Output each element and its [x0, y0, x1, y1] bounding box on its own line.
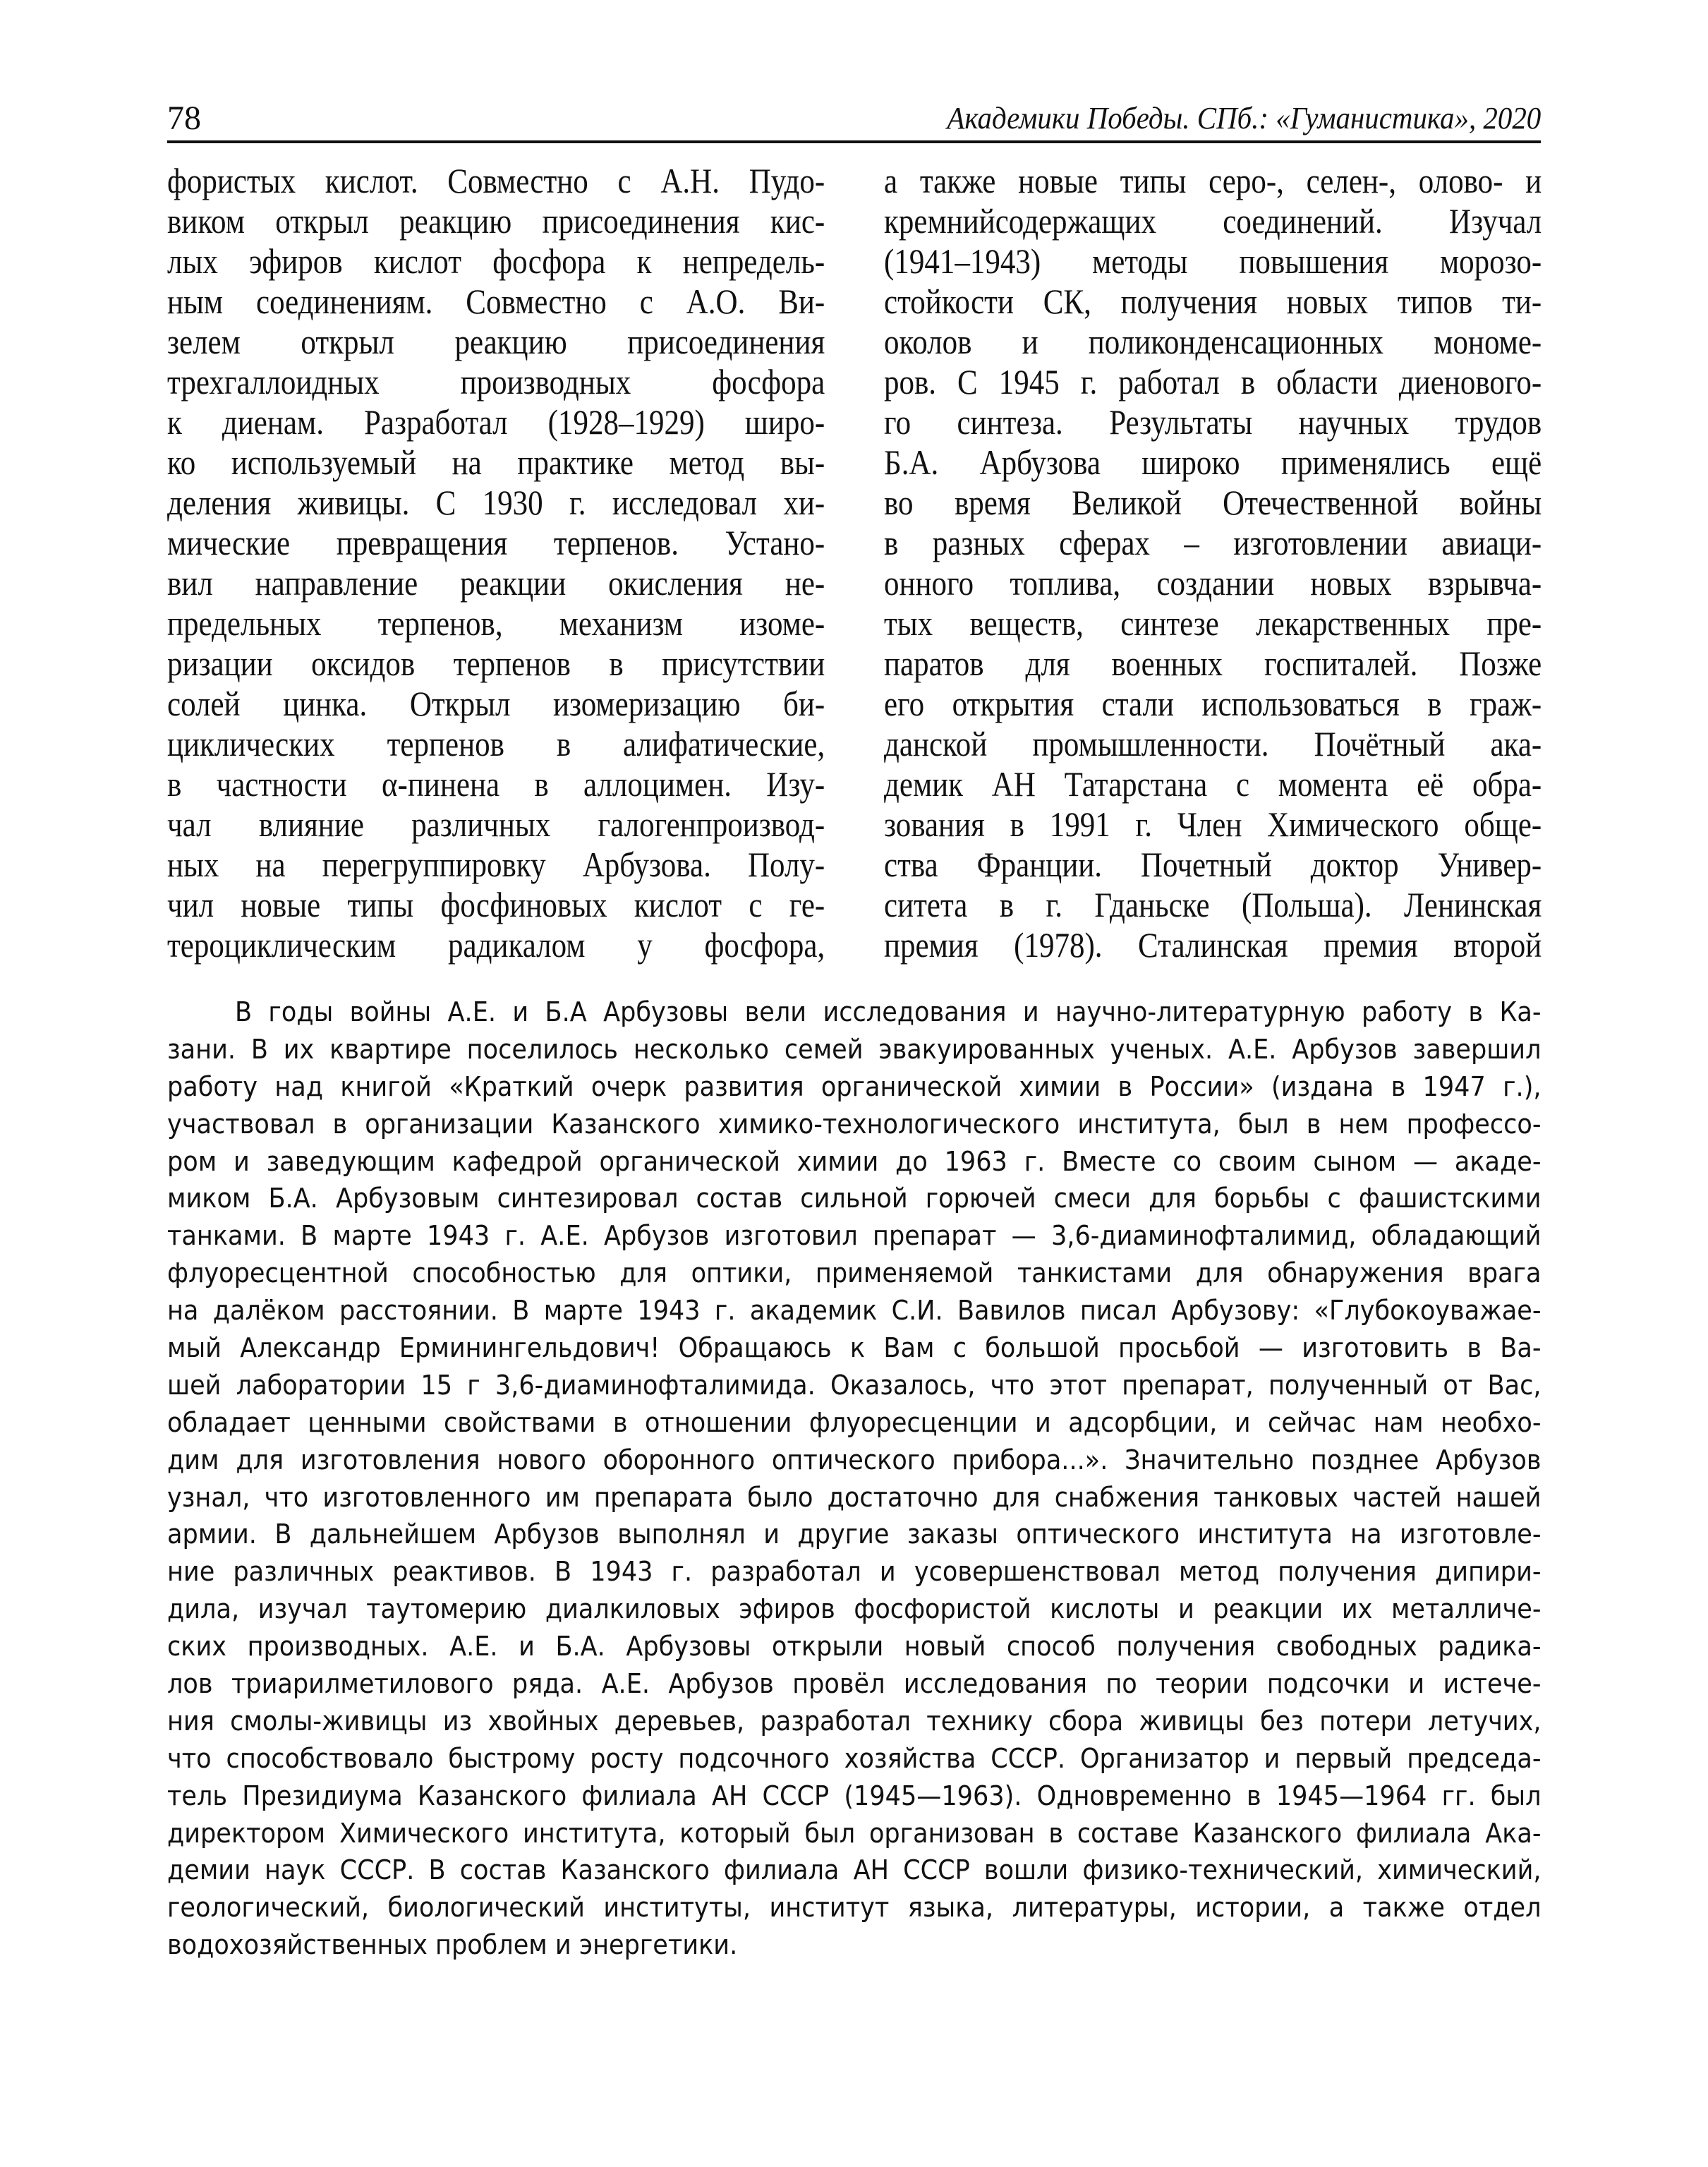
two-column-body [167, 161, 1542, 965]
text-line: зани. В их квартире поселилось несколько семей эвакуированных ученых. А.Е. Арбузов завершил [167, 1033, 1542, 1065]
text-line: в разных сферах – изготовлении авиаци- [884, 523, 1542, 562]
text-line: кремнийсодержащих соединений. Изучал [884, 201, 1542, 241]
text-line: флуоресцентной способностью для оптики, применяемой танкистами для обнаружения врага [167, 1257, 1542, 1289]
text-line: обладает ценными свойствами в отношении флуоресценции и адсорбции, и сейчас нам необхо- [167, 1406, 1542, 1438]
text-line: мый Александр Ерминингельдович! Обращаюсь к Вам с большой просьбой — изготовить в Ва- [167, 1332, 1542, 1364]
text-line: трехгаллоидных производных фосфора [167, 362, 825, 402]
header-rule [167, 140, 1541, 143]
text-line: тероциклическим радикалом у фосфора, [167, 925, 825, 965]
text-line: лых эфиров кислот фосфора к непредель- [167, 241, 825, 281]
text-line: демик АН Татарстана с момента её обра- [884, 764, 1542, 804]
text-line: ства Франции. Почетный доктор Универ- [884, 845, 1542, 884]
text-line: работу над книгой «Краткий очерк развития органической химии в России» (издана в 1947 г.), [167, 1070, 1542, 1102]
page-number: 78 [167, 99, 201, 137]
text-line: демии наук СССР. В состав Казанского филиала АН СССР вошли физико-технический, химический, [167, 1854, 1542, 1886]
text-line: к диенам. Разработал (1928–1929) широ- [167, 402, 825, 442]
text-line: ситета в г. Гданьске (Польша). Ленинская [884, 885, 1542, 924]
text-line: фористых кислот. Совместно с А.Н. Пудо- [167, 161, 825, 200]
text-line: солей цинка. Открыл изомеризацию би- [167, 684, 825, 723]
text-line: околов и поликонденсационных мономе- [884, 322, 1542, 361]
text-line: (1941–1943) методы повышения морозо- [884, 241, 1542, 281]
text-line: директором Химического института, который был организован в составе Казанского филиала Ака- [167, 1817, 1542, 1849]
text-line: ров. С 1945 г. работал в области диенового- [884, 362, 1542, 402]
text-line: тых веществ, синтезе лекарственных пре- [884, 603, 1542, 643]
text-line: деления живицы. С 1930 г. исследовал хи- [167, 483, 825, 522]
text-line: а также новые типы серо-, селен-, олово- и [884, 161, 1542, 200]
inset-paragraph [167, 994, 1541, 1964]
text-line: тель Президиума Казанского филиала АН СССР (1945—1963). Одновременно в 1945—1964 гг. был [167, 1780, 1542, 1811]
text-line: ром и заведующим кафедрой органической химии до 1963 г. Вместе со своим сыном — акаде- [167, 1145, 1542, 1177]
text-line: дим для изготовления нового оборонного оптического прибора...». Значительно позднее Арбузов [167, 1444, 1542, 1475]
text-line: во время Великой Отечественной войны [884, 483, 1542, 522]
text-line: узнал, что изготовленного им препарата было достаточно для снабжения танковых частей нашей [167, 1481, 1542, 1513]
running-head [167, 97, 1541, 140]
text-line: его открытия стали использоваться в граж- [884, 684, 1542, 723]
text-line: ных на перегруппировку Арбузова. Полу- [167, 845, 825, 884]
text-line: онного топлива, создании новых взрывча- [884, 563, 1542, 603]
text-line: мические превращения терпенов. Устано- [167, 523, 825, 562]
right-column [884, 161, 1542, 965]
text-line: ризации оксидов терпенов в присутствии [167, 644, 825, 683]
text-line: водохозяйственных проблем и энергетики. [167, 1929, 738, 1961]
text-line: геологический, биологический институты, институт языка, литературы, истории, а также отдел [167, 1892, 1542, 1924]
text-line: в частности α-пинена в аллоцимен. Изу- [167, 764, 825, 804]
text-line: участвовал в организации Казанского химико-технологического института, был в нем профессо- [167, 1108, 1542, 1140]
text-line: лов триарилметилового ряда. А.Е. Арбузов провёл исследования по теории подсочки и истече- [167, 1668, 1542, 1700]
text-line: чил новые типы фосфиновых кислот с ге- [167, 885, 825, 924]
text-line: В годы войны А.Е. и Б.А Арбузовы вели исследования и научно-литературную работу в Ка- [234, 996, 1542, 1027]
text-line: дила, изучал таутомерию диалкиловых эфиров фосфористой кислоты и реакции их металличе- [167, 1593, 1542, 1625]
text-line: ко используемый на практике метод вы- [167, 442, 825, 482]
text-line: паратов для военных госпиталей. Позже [884, 644, 1542, 683]
text-line: го синтеза. Результаты научных трудов [884, 402, 1542, 442]
text-line: зования в 1991 г. Член Химического обще- [884, 804, 1542, 844]
text-line: армии. В дальнейшем Арбузов выполнял и другие заказы оптического института на изготовле- [167, 1519, 1542, 1550]
text-line: зелем открыл реакцию присоединения [167, 322, 825, 361]
text-line: виком открыл реакцию присоединения кис- [167, 201, 825, 241]
text-line: ным соединениям. Совместно с А.О. Ви- [167, 282, 825, 321]
text-line: ния смолы-живицы из хвойных деревьев, разработал технику сбора живицы без потери летучих, [167, 1705, 1542, 1737]
text-line: чал влияние различных галогенпроизвод- [167, 804, 825, 844]
text-line: Б.А. Арбузова широко применялись ещё [884, 442, 1542, 482]
text-line: ние различных реактивов. В 1943 г. разработал и усовершенствовал метод получения дипири- [167, 1556, 1542, 1588]
text-line: танками. В марте 1943 г. А.Е. Арбузов изготовил препарат — 3,6-диаминофталимид, обладающий [167, 1220, 1542, 1252]
text-line: вил направление реакции окисления не- [167, 563, 825, 603]
text-line: премия (1978). Сталинская премия второй [884, 925, 1542, 965]
text-line: циклических терпенов в алифатические, [167, 724, 825, 763]
left-column [167, 161, 825, 965]
text-line: шей лаборатории 15 г 3,6-диаминофталимида. Оказалось, что этот препарат, полученный от Вас, [167, 1369, 1542, 1401]
text-line: миком Б.А. Арбузовым синтезировал состав сильной горючей смеси для борьбы с фашистскими [167, 1183, 1542, 1214]
text-line: что способствовало быстрому росту подсочного хозяйства СССР. Организатор и первый председа- [167, 1742, 1542, 1774]
text-line: стойкости СК, получения новых типов ти- [884, 282, 1542, 321]
text-line: на далёком расстоянии. В марте 1943 г. академик С.И. Вавилов писал Арбузову: «Глубокоуважае- [167, 1295, 1542, 1327]
text-line: предельных терпенов, механизм изоме- [167, 603, 825, 643]
running-title: Академики Победы. СПб.: «Гуманистика», 2020 [947, 101, 1541, 135]
text-line: ских производных. А.Е. и Б.А. Арбузовы открыли новый способ получения свободных радика- [167, 1631, 1542, 1662]
text-line: данской промышленности. Почётный ака- [884, 724, 1542, 763]
